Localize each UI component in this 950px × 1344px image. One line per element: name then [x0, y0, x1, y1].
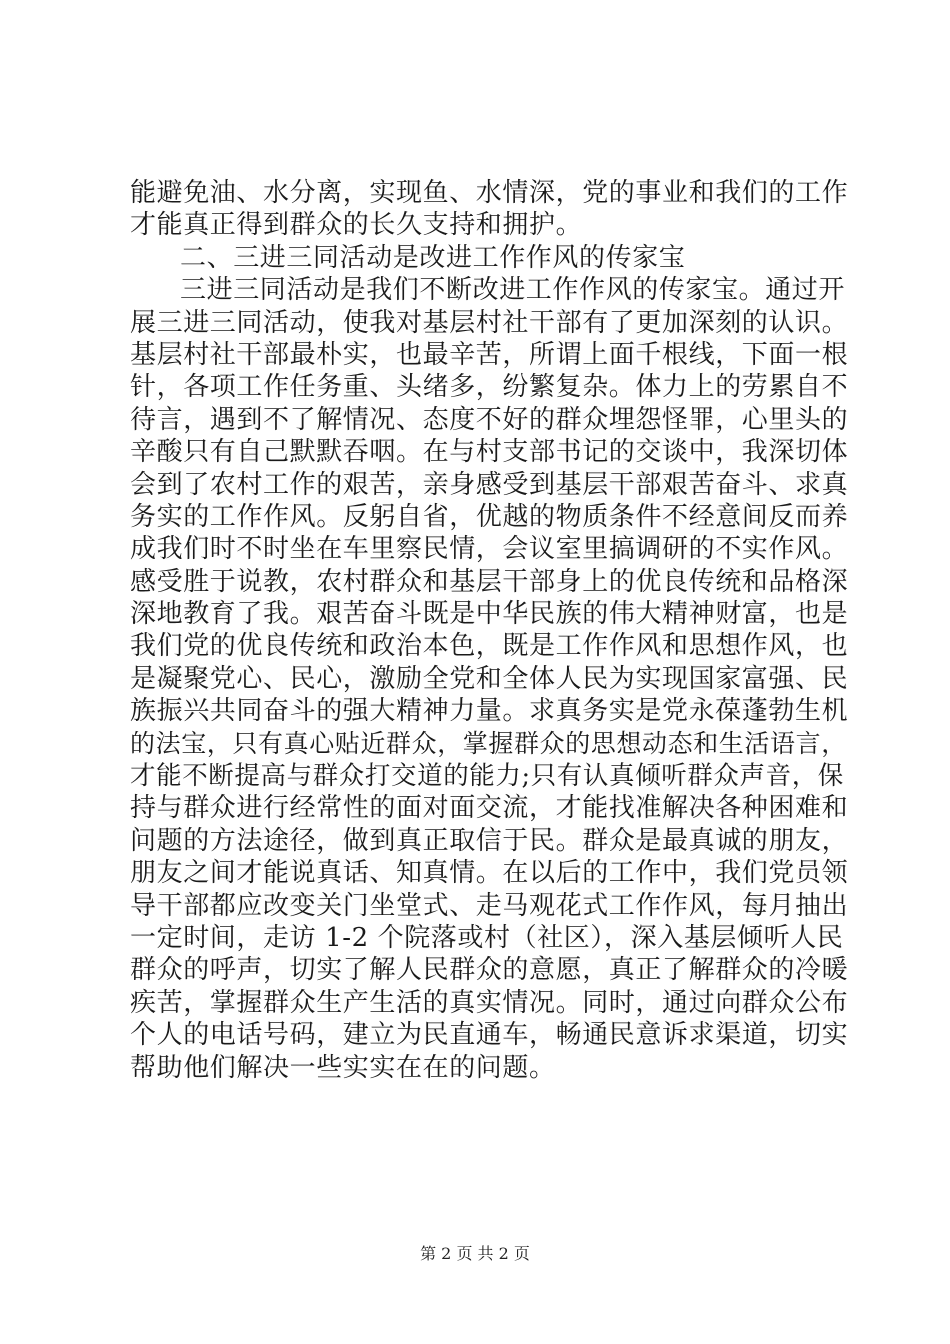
text-line: 能避免油、水分离，实现鱼、水情深，党的事业和我们的工作 — [130, 178, 849, 208]
page-number-footer: 第 2 页 共 2 页 — [420, 1244, 530, 1263]
text-line: 针，各项工作任务重、头绪多，纷繁复杂。体力上的劳累自不 — [130, 372, 849, 403]
text-line: 的法宝，只有真心贴近群众，掌握群众的思想动态和生活语言， — [130, 728, 847, 758]
text-line: 帮助他们解决一些实实在在的问题。 — [130, 1052, 556, 1083]
text-line: 问题的方法途径，做到真正取信于民。群众是最真诚的朋友， — [130, 825, 849, 856]
body-text — [130, 177, 850, 1084]
text-line: 导干部都应改变关门坐堂式、走马观花式工作作风，每月抽出 — [130, 890, 849, 921]
text-line: 会到了农村工作的艰苦，亲身感受到基层干部艰苦奋斗、求真 — [130, 469, 849, 500]
section-heading: 二、三进三同活动是改进工作作风的传家宝 — [180, 242, 686, 273]
text-line: 才能真正得到群众的长久支持和拥护。 — [130, 210, 583, 241]
text-line: 感受胜于说教，农村群众和基层干部身上的优良传统和品格深 — [130, 566, 849, 597]
text-line: 才能不断提高与群众打交道的能力;只有认真倾听群众声音，保 — [130, 761, 844, 792]
text-line: 朋友之间才能说真话、知真情。在以后的工作中，我们党员领 — [130, 858, 849, 889]
text-line: 个人的电话号码，建立为民直通车，畅通民意诉求渠道，切实 — [130, 1020, 849, 1051]
text-line: 展三进三同活动，使我对基层村社干部有了更加深刻的认识。 — [130, 307, 849, 338]
text-line: 疾苦，掌握群众生产生活的真实情况。同时，通过向群众公布 — [130, 987, 849, 1018]
paragraph-first-line: 三进三同活动是我们不断改进工作作风的传家宝。通过开 — [180, 275, 846, 306]
text-line: 待言，遇到不了解情况、态度不好的群众埋怨怪罪，心里头的 — [130, 404, 849, 435]
text-line: 族振兴共同奋斗的强大精神力量。求真务实是党永葆蓬勃生机 — [130, 696, 849, 727]
text-line: 一定时间，走访 1-2 个院落或村（社区），深入基层倾听人民 — [130, 922, 844, 953]
text-line: 持与群众进行经常性的面对面交流，才能找准解决各种困难和 — [130, 793, 849, 824]
text-line: 是凝聚党心、民心，激励全党和全体人民为实现国家富强、民 — [130, 663, 849, 694]
text-line: 群众的呼声，切实了解人民群众的意愿，真正了解群众的冷暖 — [130, 955, 849, 986]
text-line: 辛酸只有自己默默吞咽。在与村支部书记的交谈中，我深切体 — [130, 437, 849, 468]
text-line: 基层村社干部最朴实，也最辛苦，所谓上面千根线，下面一根 — [130, 339, 849, 370]
text-line: 务实的工作作风。反躬自省，优越的物质条件不经意间反而养 — [130, 501, 849, 532]
text-line: 深地教育了我。艰苦奋斗既是中华民族的伟大精神财富，也是 — [130, 599, 849, 630]
text-line: 成我们时不时坐在车里察民情，会议室里搞调研的不实作风。 — [130, 534, 849, 565]
text-line: 我们党的优良传统和政治本色，既是工作作风和思想作风，也 — [130, 631, 849, 662]
